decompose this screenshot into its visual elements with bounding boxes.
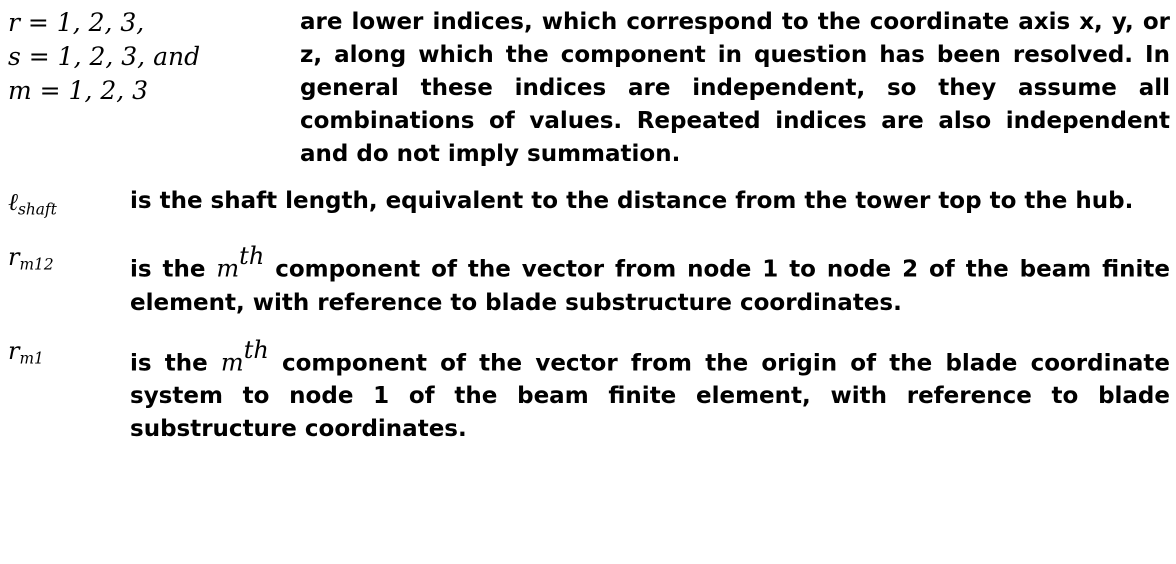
symbol-base: r [8,336,20,365]
symbol-r-m1 [0,334,130,375]
symbol-subscript: m1 [19,349,44,368]
indices-symbol-column [0,6,300,108]
symbol-base: r [8,243,20,272]
indices-entry [0,6,1176,171]
symbol-base: ℓ [8,188,18,216]
symbol-ell-shaft [0,185,130,226]
index-term-r: r = 1, 2, 3, [8,8,145,37]
definition-text-post: component of the vector from the origin of the blade coordinate system to node 1 of the beam finite element, with reference to blade substructure coordinates. [130,350,1170,443]
symbol-subscript: shaft [18,200,57,219]
entry-r-m1 [0,334,1176,446]
symbol-r-m12 [0,240,130,281]
indices-definition: are lower indices, which correspond to the coordinate axis x, y, or z, along which the component in question has been resolved. In general these indices are independent, so they assume all combinations of values. Repeated indices are also independent and do not imply summation. [300,9,1170,167]
definition-text-pre: is the [130,350,221,377]
entry-shaft-length [0,185,1176,226]
inline-math-superscript: th [243,335,269,364]
definition-shaft-length: is the shaft length, equivalent to the distance from the tower top to the hub. [130,188,1134,214]
symbol-subscript: m12 [19,255,54,274]
entry-r-m12 [0,240,1176,319]
definition-r-m1 [130,334,1176,446]
inline-math-m: m [216,254,240,283]
inline-math-superscript: th [239,242,265,271]
index-term-s: s = 1, 2, 3, and [8,42,201,71]
definition-text-post: component of the vector from node 1 to node 2 of the beam finite element, with reference to blade substructure coordinates. [130,256,1171,316]
nomenclature-page [0,6,1176,564]
index-term-m: m = 1, 2, 3 [8,76,149,105]
inline-math-m: m [220,348,244,377]
definition-text-pre: is the [130,256,217,283]
definition-r-m12 [130,240,1176,319]
